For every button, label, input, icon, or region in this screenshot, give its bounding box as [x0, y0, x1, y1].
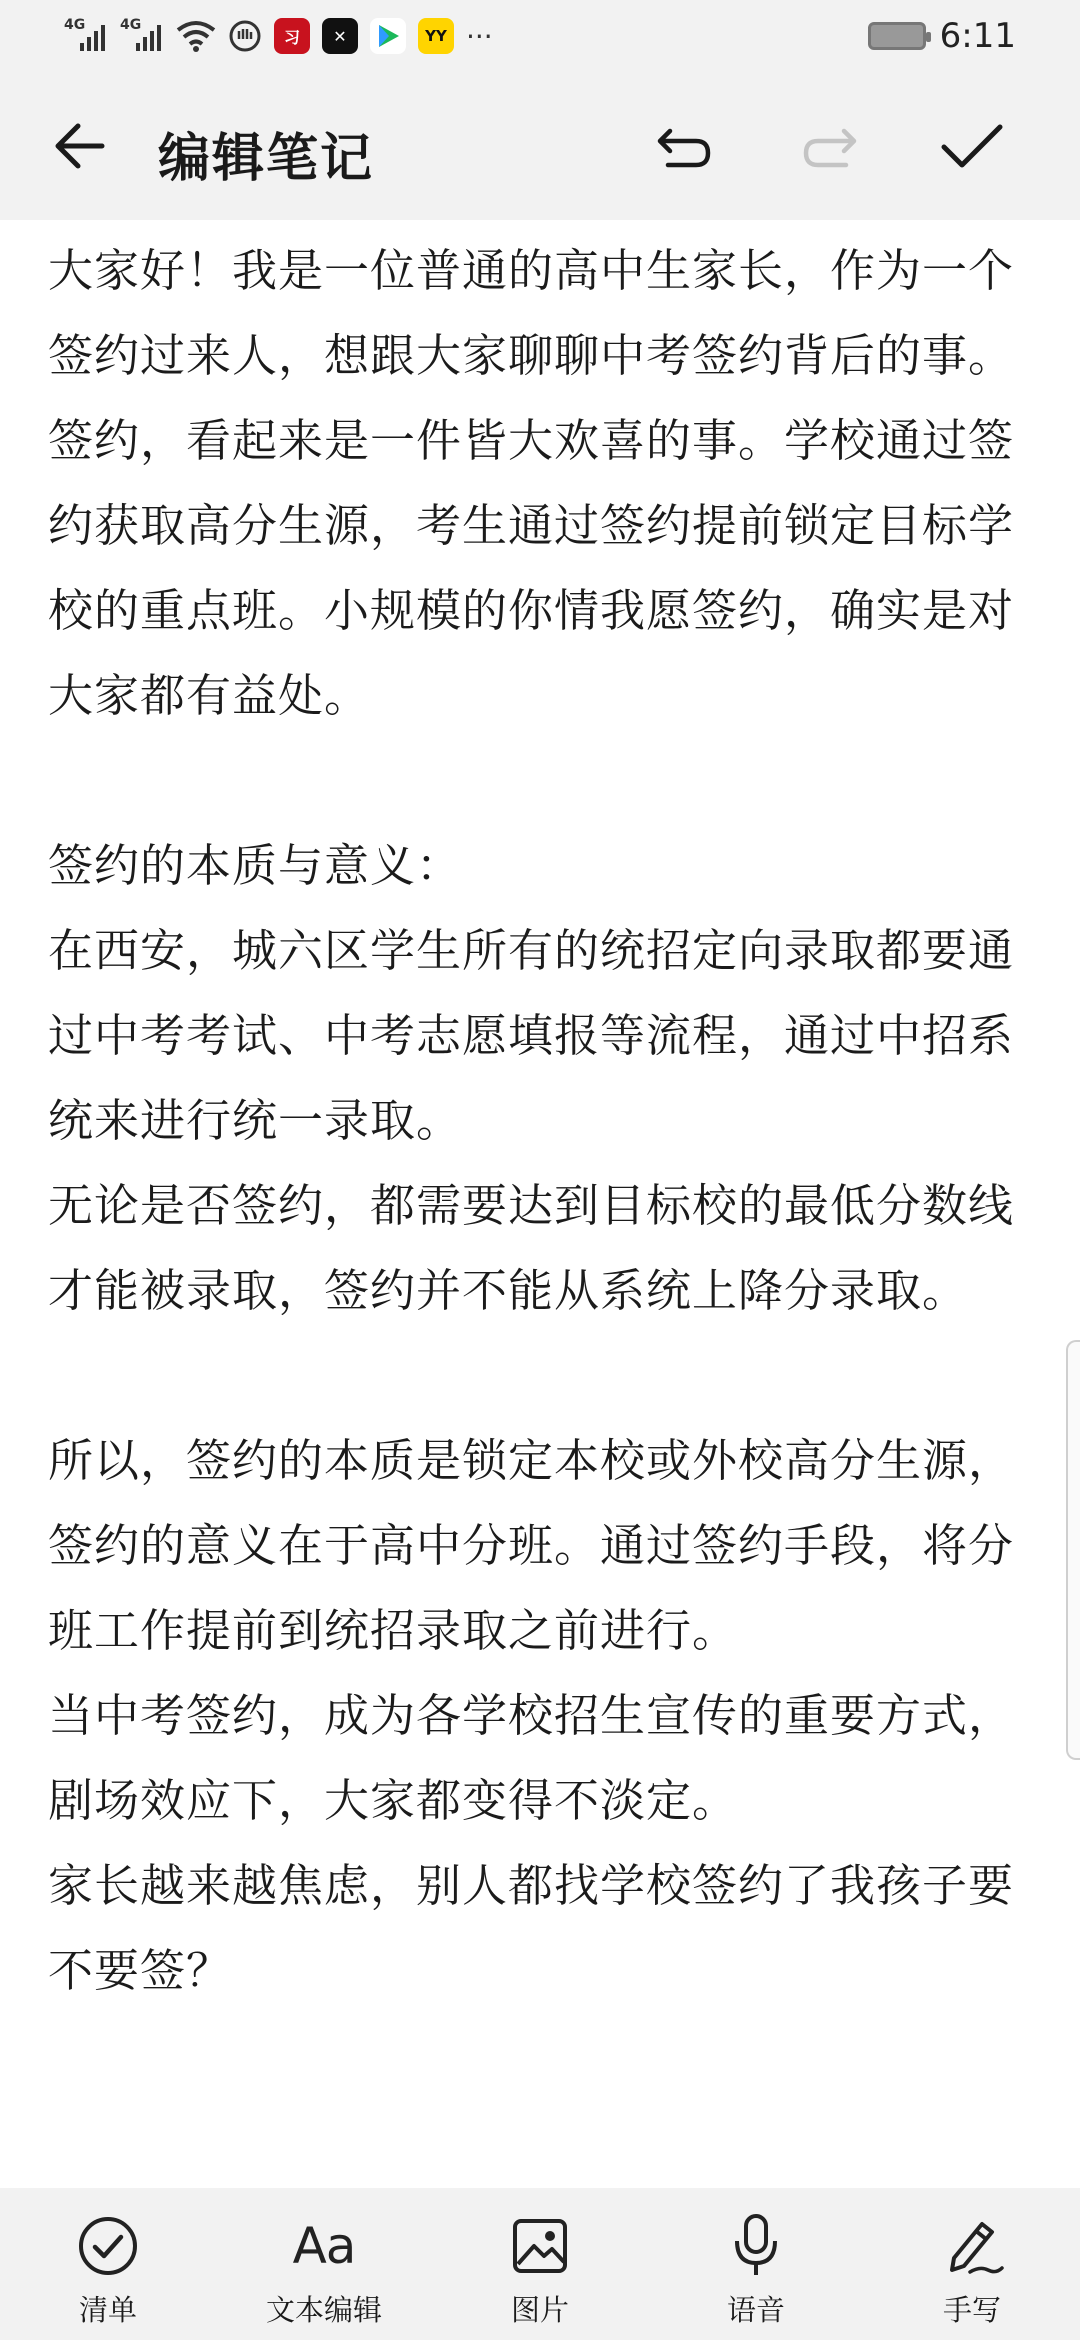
pen-icon: [932, 2210, 1012, 2282]
note-paragraph[interactable]: 当中考签约，成为各学校招生宣传的重要方式，剧场效应下，大家都变得不淡定。: [48, 1689, 1015, 1827]
handwriting-button[interactable]: [864, 2188, 1080, 2340]
text-edit-label: 文本编辑: [265, 2293, 382, 2327]
signal-label: 4G: [64, 17, 86, 33]
page-title: 编辑笔记: [158, 129, 375, 189]
capcut-icon: ✕: [322, 18, 358, 54]
signal-strength-icon: [64, 17, 108, 51]
video-app-icon: [370, 18, 406, 54]
undo-icon: [654, 121, 714, 171]
yy-app-icon: YY: [418, 18, 454, 54]
image-button[interactable]: [432, 2188, 648, 2340]
image-icon: [500, 2210, 580, 2282]
note-paragraph[interactable]: 无论是否签约，都需要达到目标校的最低分数线才能被录取，签约并不能从系统上降分录取。: [48, 1179, 1015, 1317]
status-right: [868, 16, 1016, 56]
note-blank-line[interactable]: [48, 1333, 1032, 1418]
back-button[interactable]: [48, 114, 112, 178]
microphone-icon: [716, 2210, 796, 2282]
checklist-button[interactable]: [0, 2188, 216, 2340]
note-paragraph[interactable]: 大家好！我是一位普通的高中生家长，作为一个签约过来人，想跟大家聊聊中考签约背后的事。: [48, 244, 1015, 382]
wifi-icon: [176, 20, 216, 52]
huawei-app-icon: 习: [274, 18, 310, 54]
note-paragraph[interactable]: 签约，看起来是一件皆大欢喜的事。学校通过签约获取高分生源，考生通过签约提前锁定目标学校的重点班。小规模的你情我愿签约，确实是对大家都有益处。: [48, 414, 1015, 722]
more-notifications-indicator: ···: [466, 19, 493, 53]
bottom-toolbar: [0, 2188, 1080, 2340]
text-format-icon: [284, 2210, 364, 2282]
status-time: 6:11: [939, 16, 1016, 56]
signal-strength-icon-2: [120, 17, 164, 51]
status-bar: [0, 0, 1080, 72]
note-editor[interactable]: [48, 228, 1032, 2188]
hand-icon: [228, 19, 262, 53]
app-bar: [0, 72, 1080, 220]
arrow-left-icon: [52, 118, 108, 174]
battery-icon: [868, 22, 926, 50]
signal-label-2: 4G: [120, 17, 142, 33]
note-paragraph[interactable]: 家长越来越焦虑，别人都找学校签约了我孩子要不要签？: [48, 1859, 1015, 1997]
voice-button[interactable]: [648, 2188, 864, 2340]
voice-label: 语音: [726, 2293, 785, 2327]
image-label: 图片: [510, 2293, 569, 2327]
note-paragraph[interactable]: 所以，签约的本质是锁定本校或外校高分生源，签约的意义在于高中分班。通过签约手段，将分班工作提前到统招录取之前进行。: [48, 1434, 1015, 1657]
undo-button[interactable]: [648, 110, 720, 182]
note-paragraph[interactable]: 在西安，城六区学生所有的统招定向录取都要通过中考考试、中考志愿填报等流程，通过中招系统来进行统一录取。: [48, 924, 1015, 1147]
text-format-glyph: Aa: [292, 2217, 356, 2275]
text-edit-button[interactable]: [216, 2188, 432, 2340]
checklist-label: 清单: [78, 2293, 137, 2327]
note-paragraph[interactable]: 签约的本质与意义：: [48, 839, 463, 892]
redo-button[interactable]: [794, 110, 866, 182]
handwriting-label: 手写: [942, 2293, 1001, 2327]
scroll-handle[interactable]: [1066, 1340, 1080, 1760]
redo-icon: [800, 121, 860, 171]
confirm-button[interactable]: [936, 110, 1008, 182]
status-left: [64, 18, 493, 54]
check-icon: [940, 121, 1004, 171]
check-circle-icon: [68, 2210, 148, 2282]
note-blank-line[interactable]: [48, 738, 1032, 823]
